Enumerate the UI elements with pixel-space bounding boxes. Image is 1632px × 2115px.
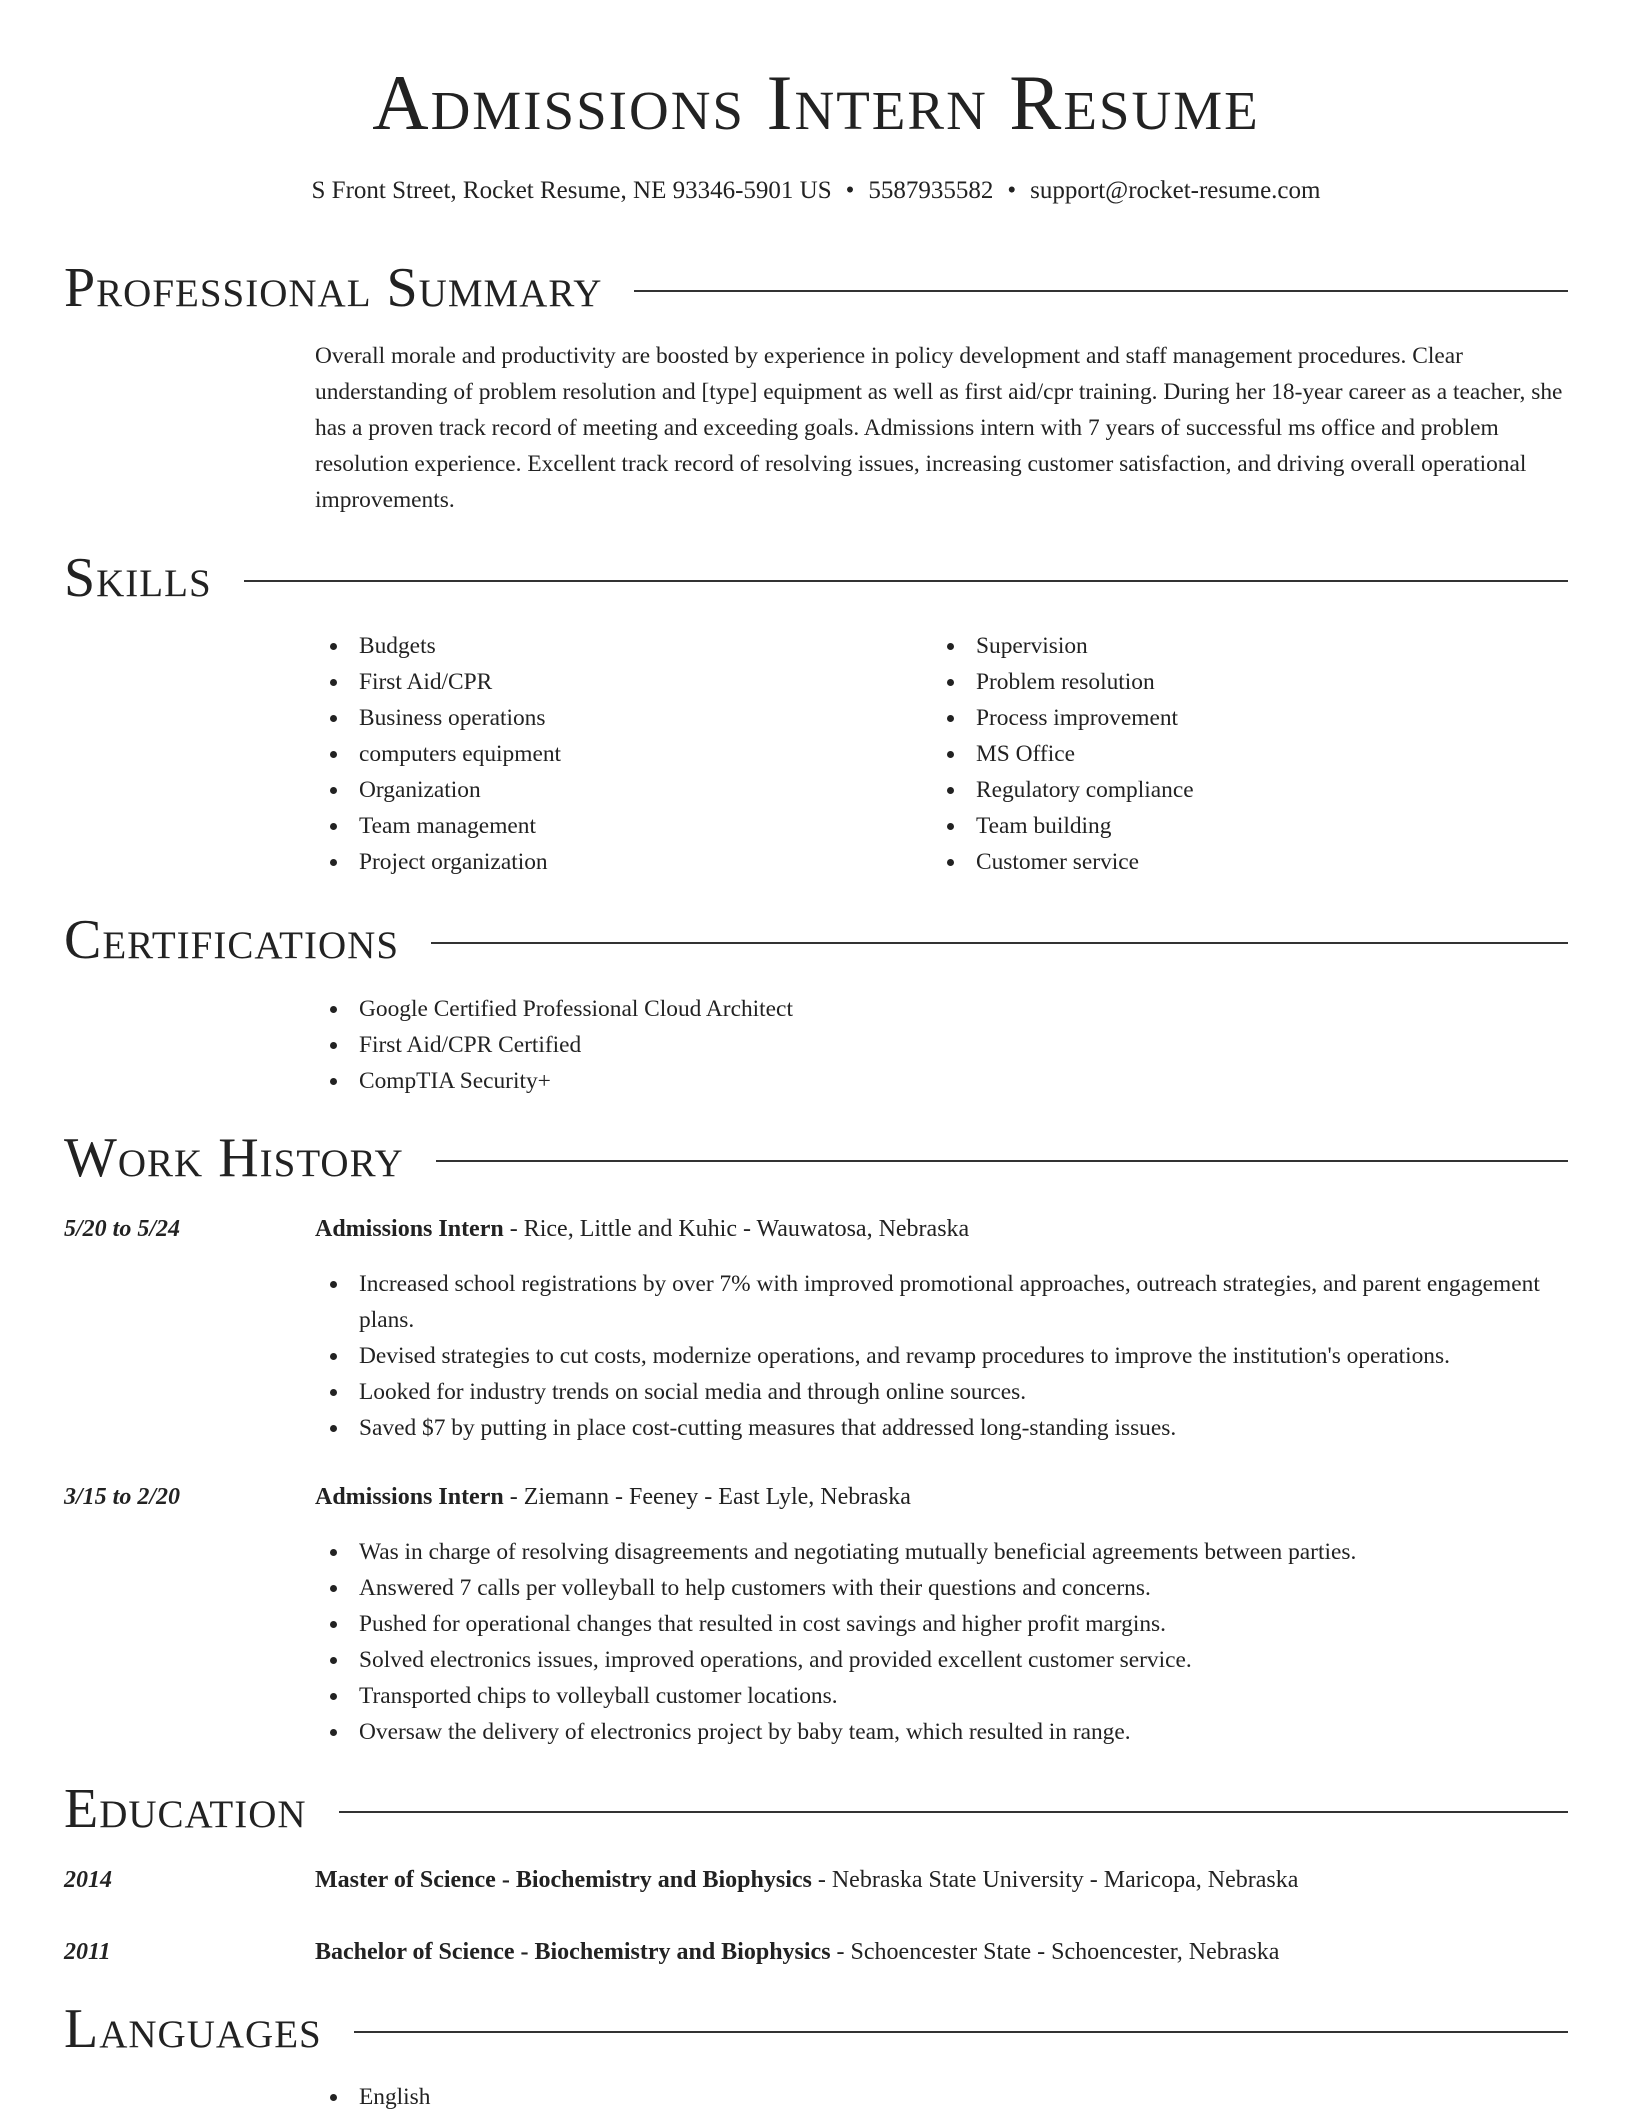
work-heading: Work History [64, 1127, 404, 1189]
bullet-icon [330, 751, 337, 758]
section-divider [436, 1160, 1568, 1162]
bullet-icon [330, 787, 337, 794]
bullet-icon [330, 1078, 337, 1085]
list-item: Looked for industry trends on social media and through online sources. [315, 1374, 1568, 1410]
list-item: Google Certified Professional Cloud Architect [315, 991, 1565, 1027]
bullet-icon [330, 1425, 337, 1432]
list-item: Team building [932, 808, 1552, 844]
bullet-icon [330, 2094, 337, 2101]
contact-separator: • [1007, 177, 1017, 204]
bullet-icon [330, 643, 337, 650]
bullet-icon [947, 715, 954, 722]
contact-line [0, 176, 1632, 206]
education-year: 2014 [64, 1867, 112, 1893]
job-dates: 3/15 to 2/20 [64, 1484, 181, 1510]
bullet-icon [330, 715, 337, 722]
bullet-icon [330, 1042, 337, 1049]
list-item: Answered 7 calls per volleyball to help customers with their questions and concerns. [315, 1570, 1568, 1606]
list-item: Budgets [315, 628, 895, 664]
list-item: Devised strategies to cut costs, modernize operations, and revamp procedures to improve the institution's operations. [315, 1338, 1568, 1374]
list-item: Pushed for operational changes that resulted in cost savings and higher profit margins. [315, 1606, 1568, 1642]
job-details: - Rice, Little and Kuhic - Wauwatosa, Nebraska [503, 1216, 970, 1242]
list-item: Project organization [315, 844, 895, 880]
education-entry [315, 1934, 1279, 1970]
list-item: computers equipment [315, 736, 895, 772]
section-divider [244, 580, 1568, 582]
bullet-icon [947, 823, 954, 830]
list-item: Solved electronics issues, improved operations, and provided excellent customer service. [315, 1642, 1568, 1678]
list-item: First Aid/CPR [315, 664, 895, 700]
job-heading [315, 1211, 969, 1247]
job-bullets [315, 1266, 1568, 1446]
section-divider [634, 290, 1568, 292]
list-item: Team management [315, 808, 895, 844]
certifications-list [315, 991, 1565, 1099]
list-item: Regulatory compliance [932, 772, 1552, 808]
skills-list-right [932, 628, 1552, 880]
list-item: MS Office [932, 736, 1552, 772]
list-item: First Aid/CPR Certified [315, 1027, 1565, 1063]
resume-title: Admissions Intern Resume [372, 59, 1260, 146]
contact-address: S Front Street, Rocket Resume, NE 93346-5901 US [311, 177, 832, 204]
bullet-icon [330, 1585, 337, 1592]
list-item: Oversaw the delivery of electronics project by baby team, which resulted in range. [315, 1714, 1568, 1750]
bullet-icon [947, 787, 954, 794]
list-item: Business operations [315, 700, 895, 736]
list-item: Was in charge of resolving disagreements and negotiating mutually beneficial agreements between parties. [315, 1534, 1568, 1570]
skills-section-header [64, 546, 1568, 610]
bullet-icon [330, 1657, 337, 1664]
education-degree: Bachelor of Science - Biochemistry and Biophysics [315, 1939, 831, 1965]
languages-section-header [64, 1997, 1568, 2061]
list-item: Customer service [932, 844, 1552, 880]
certifications-heading: Certifications [64, 909, 400, 971]
skills-heading: Skills [64, 547, 212, 609]
bullet-icon [330, 1353, 337, 1360]
job-title: Admissions Intern [315, 1484, 504, 1510]
job-heading [315, 1479, 911, 1515]
list-item: CompTIA Security+ [315, 1063, 1565, 1099]
bullet-icon [330, 1693, 337, 1700]
bullet-icon [947, 643, 954, 650]
bullet-icon [947, 859, 954, 866]
education-year: 2011 [64, 1939, 111, 1965]
job-details: - Ziemann - Feeney - East Lyle, Nebraska [503, 1484, 911, 1510]
education-degree: Master of Science - Biochemistry and Biophysics [315, 1867, 812, 1893]
section-divider [354, 2031, 1568, 2033]
education-section-header [64, 1777, 1568, 1841]
bullet-icon [330, 1621, 337, 1628]
bullet-icon [330, 823, 337, 830]
bullet-icon [330, 859, 337, 866]
list-item: Supervision [932, 628, 1552, 664]
summary-text: Overall morale and productivity are boosted by experience in policy development and staff management procedures. Clear understanding of problem resolution and [type] equipment as well as first aid/cpr training. During her 18-year career as a teacher, she has a proven track record of meeting and exceeding goals. Admissions intern with 7 years of successful ms office and problem resolution experience. Excellent track record of resolving issues, increasing customer satisfaction, and driving overall operational improvements. [315, 343, 1563, 513]
education-details: - Nebraska State University - Maricopa, Nebraska [811, 1867, 1299, 1893]
list-item: Transported chips to volleyball customer locations. [315, 1678, 1568, 1714]
job-dates: 5/20 to 5/24 [64, 1216, 181, 1242]
education-entry [315, 1862, 1298, 1898]
summary-section-header [64, 256, 1568, 320]
education-details: - Schoencester State - Schoencester, Nebraska [830, 1939, 1280, 1965]
job-title: Admissions Intern [315, 1216, 504, 1242]
job-bullets [315, 1534, 1568, 1750]
languages-list [315, 2079, 1565, 2115]
section-divider [339, 1811, 1568, 1813]
bullet-icon [330, 1549, 337, 1556]
bullet-icon [330, 1281, 337, 1288]
section-divider [431, 942, 1568, 944]
bullet-icon [947, 679, 954, 686]
list-item: Saved $7 by putting in place cost-cutting measures that addressed long-standing issues. [315, 1410, 1568, 1446]
skills-list-left [315, 628, 895, 880]
bullet-icon [330, 1389, 337, 1396]
list-item: Problem resolution [932, 664, 1552, 700]
summary-heading: Professional Summary [64, 257, 603, 319]
list-item: Process improvement [932, 700, 1552, 736]
list-item: Organization [315, 772, 895, 808]
languages-heading: Languages [64, 1998, 322, 2060]
contact-email[interactable]: support@rocket-resume.com [1030, 177, 1321, 204]
certifications-section-header [64, 908, 1568, 972]
bullet-icon [330, 1006, 337, 1013]
contact-phone: 5587935582 [868, 177, 994, 204]
bullet-icon [947, 751, 954, 758]
list-item: Increased school registrations by over 7% with improved promotional approaches, outreach strategies, and parent engagement plans. [315, 1266, 1568, 1338]
work-section-header [64, 1126, 1568, 1190]
bullet-icon [330, 1729, 337, 1736]
education-heading: Education [64, 1778, 307, 1840]
contact-separator: • [845, 177, 855, 204]
bullet-icon [330, 679, 337, 686]
list-item: English [315, 2079, 1565, 2115]
